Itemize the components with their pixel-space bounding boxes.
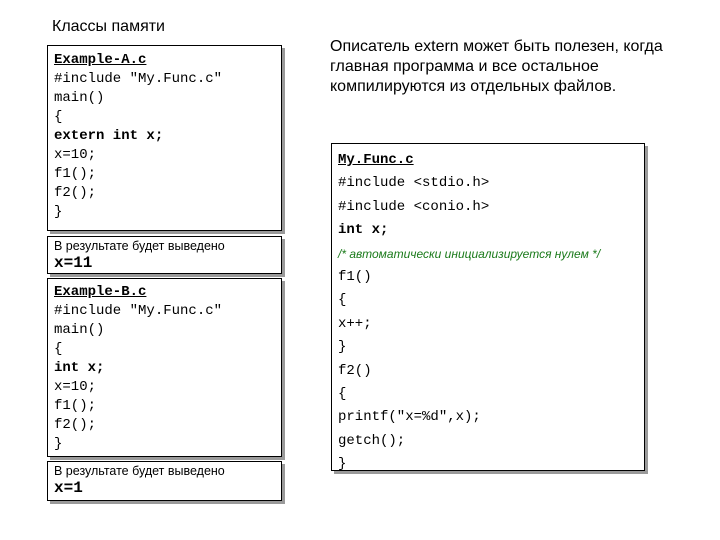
code-line: x++; — [338, 315, 372, 332]
example-b-code-box — [47, 278, 282, 457]
code-line-int: int x; — [54, 360, 105, 376]
code-line: } — [54, 204, 63, 220]
code-line: main() — [54, 90, 105, 106]
code-line: printf("x=%d",x); — [338, 409, 481, 426]
example-a-result-box — [47, 236, 282, 274]
code-line-int: int x; — [338, 222, 389, 239]
code-line: f2(); — [54, 417, 97, 433]
code-line: #include <stdio.h> — [338, 175, 490, 192]
example-a-filename: Example-A.c — [54, 52, 147, 68]
result-label: В результате будет выведено — [54, 239, 225, 253]
code-line: } — [338, 456, 347, 473]
code-line: f2(); — [54, 185, 97, 201]
code-comment: /* автоматически инициализируется нулем */ — [338, 246, 601, 261]
code-line: x=10; — [54, 379, 97, 395]
result-value: x=1 — [54, 479, 83, 497]
code-line: f1(); — [54, 398, 97, 414]
myfunc-code-box — [331, 143, 645, 471]
code-line: #include "My.Func.c" — [54, 71, 223, 87]
code-line: { — [338, 386, 347, 403]
example-b-result-box — [47, 461, 282, 501]
result-value: x=11 — [54, 254, 93, 272]
slide-title: Классы памяти — [52, 18, 165, 35]
code-line: #include <conio.h> — [338, 198, 490, 215]
code-line: f1() — [338, 269, 372, 286]
example-b-filename: Example-B.c — [54, 284, 147, 300]
myfunc-filename: My.Func.c — [338, 152, 414, 168]
code-line: getch(); — [338, 432, 406, 449]
code-line: { — [54, 341, 63, 357]
code-line: f1(); — [54, 166, 97, 182]
example-a-code-box — [47, 45, 282, 231]
result-label: В результате будет выведено — [54, 464, 225, 478]
code-line: { — [54, 109, 63, 125]
code-line: } — [54, 436, 63, 452]
extern-description: Описатель extern может быть полезен, когда главная программа и все остальное компилируются из отдельных файлов. — [330, 38, 663, 95]
code-line: main() — [54, 322, 105, 338]
code-line: f2() — [338, 362, 372, 379]
code-line: x=10; — [54, 147, 97, 163]
code-line: #include "My.Func.c" — [54, 303, 223, 319]
code-line: { — [338, 292, 347, 309]
code-line-extern: extern int x; — [54, 128, 164, 144]
code-line: } — [338, 339, 347, 356]
